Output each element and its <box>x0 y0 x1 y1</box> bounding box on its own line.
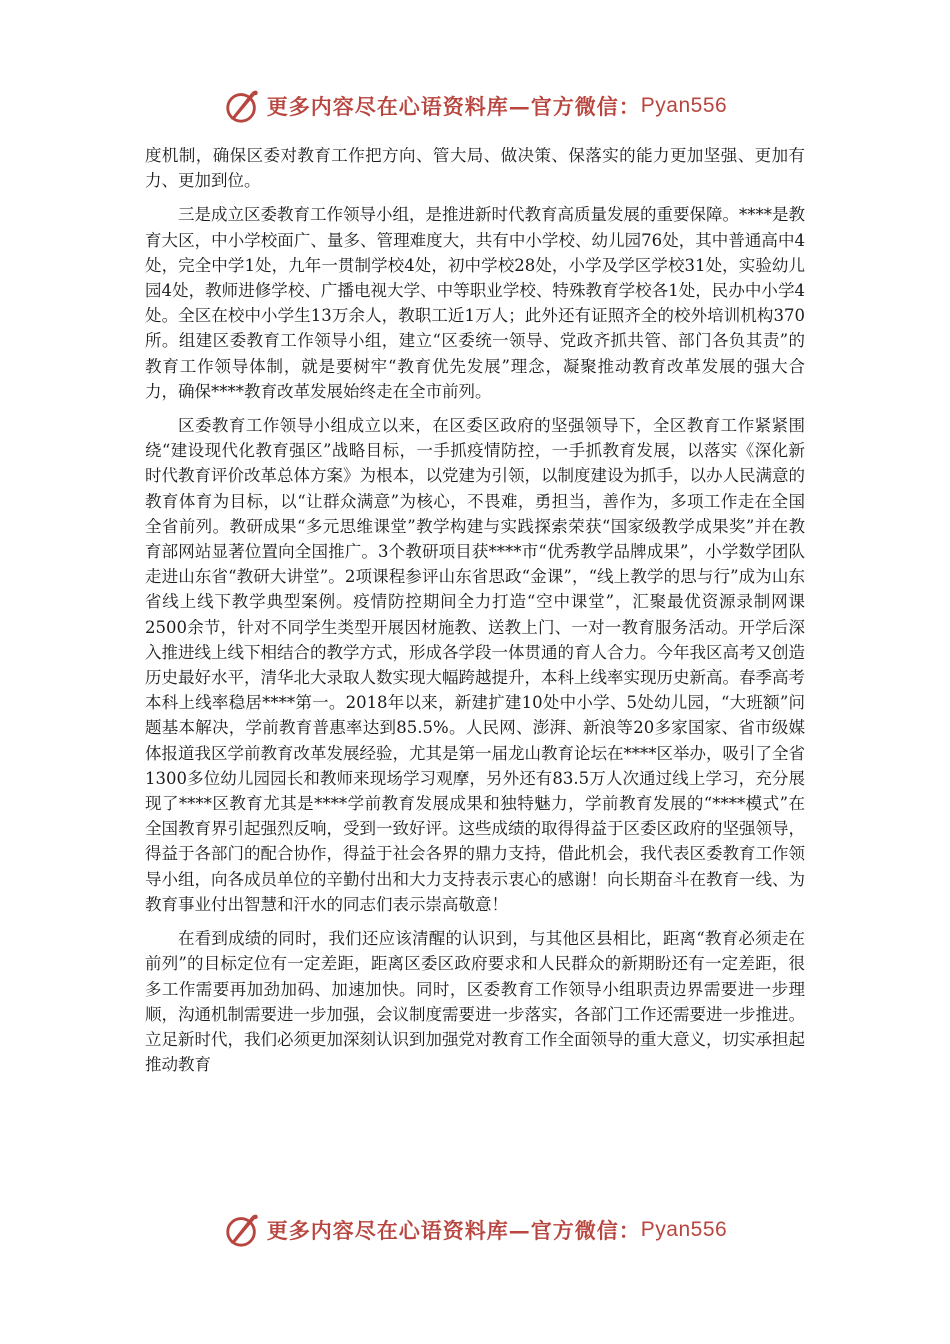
banner-wechat-id: Pyan556 <box>640 1218 728 1241</box>
banner-wechat-id: Pyan556 <box>640 94 728 117</box>
paragraph-4: 在看到成绩的同时，我们还应该清醒的认识到，与其他区县相比，距离“教育必须走在前列”的目标定位有一定差距，距离区委区政府要求和人民群众的新期盼还有一定差距，很多工作需要再加劲加码、加速加快。同时，区委教育工作领导小组职责边界需要进一步理顺，沟通机制需要进一步加强，会议制度需要进一步落实，各部门工作还需要进一步推进。立足新时代，我们必须更加深刻认识到加强党对教育工作全面领导的重大意义，切实承担起推动教育 <box>145 929 805 1075</box>
document-body <box>145 143 805 1086</box>
banner-text: 更多内容尽在心语资料库—官方微信： <box>266 94 641 119</box>
footer-banner <box>0 1208 950 1252</box>
paragraph-1: 度机制，确保区委对教育工作把方向、管大局、做决策、保落实的能力更加坚强、更加有力、更加到位。 <box>145 146 805 191</box>
header-banner <box>0 84 950 128</box>
quill-pen-circle-icon <box>223 1211 261 1249</box>
paragraph-3: 区委教育工作领导小组成立以来，在区委区政府的坚强领导下，全区教育工作紧紧围绕“建设现代化教育强区”战略目标，一手抓疫情防控，一手抓教育发展，以落实《深化新时代教育评价改革总体方案》为根本，以党建为引领，以制度建设为抓手，以办人民满意的教育体育为目标，以“让群众满意”为核心，不畏难，勇担当，善作为，多项工作走在全国全省前列。教研成果“多元思维课堂”教学构建与实践探索荣获“国家级教学成果奖”并在教育部网站显著位置向全国推广。3个教研项目获****市“优秀教学品牌成果”，小学数学团队走进山东省“教研大讲堂”。2项课程参评山东省思政“金课”，“线上教学的思与行”成为山东省线上线下教学典型案例。疫情防控期间全力打造“空中课堂”，汇聚最优资源录制网课2500余节，针对不同学生类型开展因材施教、送教上门、一对一教育服务活动。开学后深入推进线上线下相结合的教学方式，形成各学段一体贯通的育人合力。今年我区高考又创造历史最好水平，清华北大录取人数实现大幅跨越提升，本科上线率实现历史新高。春季高考本科上线率稳居****第一。2018年以来，新建扩建10处中小学、5处幼儿园，“大班额”问题基本解决，学前教育普惠率达到85.5%。人民网、澎湃、新浪等20多家国家、省市级媒体报道我区学前教育改革发展经验，尤其是第一届龙山教育论坛在****区举办，吸引了全省1300多位幼儿园园长和教师来现场学习观摩，另外还有83.5万人次通过线上学习，充分展现了****区教育尤其是****学前教育发展成果和独特魅力，学前教育发展的“****模式”在全国教育界引起强烈反响，受到一致好评。这些成绩的取得得益于区委区政府的坚强领导，得益于各部门的配合协作，得益于社会各界的鼎力支持，借此机会，我代表区委教育工作领导小组，向各成员单位的辛勤付出和大力支持表示衷心的感谢！向长期奋斗在教育一线、为教育事业付出智慧和汗水的同志们表示崇高敬意！ <box>145 416 805 914</box>
paragraph-2: 三是成立区委教育工作领导小组，是推进新时代教育高质量发展的重要保障。****是教育大区，中小学校面广、量多、管理难度大，共有中小学校、幼儿园76处，其中普通高中4处，完全中学1处，九年一贯制学校4处，初中学校28处，小学及学区学校31处，实验幼儿园4处，教师进修学校、广播电视大学、中等职业学校、特殊教育学校各1处，民办中小学4处。全区在校中小学生13万余人，教职工近1万人；此外还有证照齐全的校外培训机构370所。组建区委教育工作领导小组，建立“区委统一领导、党政齐抓共管、部门各负其责”的教育工作领导体制，就是要树牢“教育优先发展”理念，凝聚推动教育改革发展的强大合力，确保****教育改革发展始终走在全市前列。 <box>145 205 805 401</box>
banner-text: 更多内容尽在心语资料库—官方微信： <box>266 1218 641 1243</box>
quill-pen-circle-icon <box>223 87 261 125</box>
